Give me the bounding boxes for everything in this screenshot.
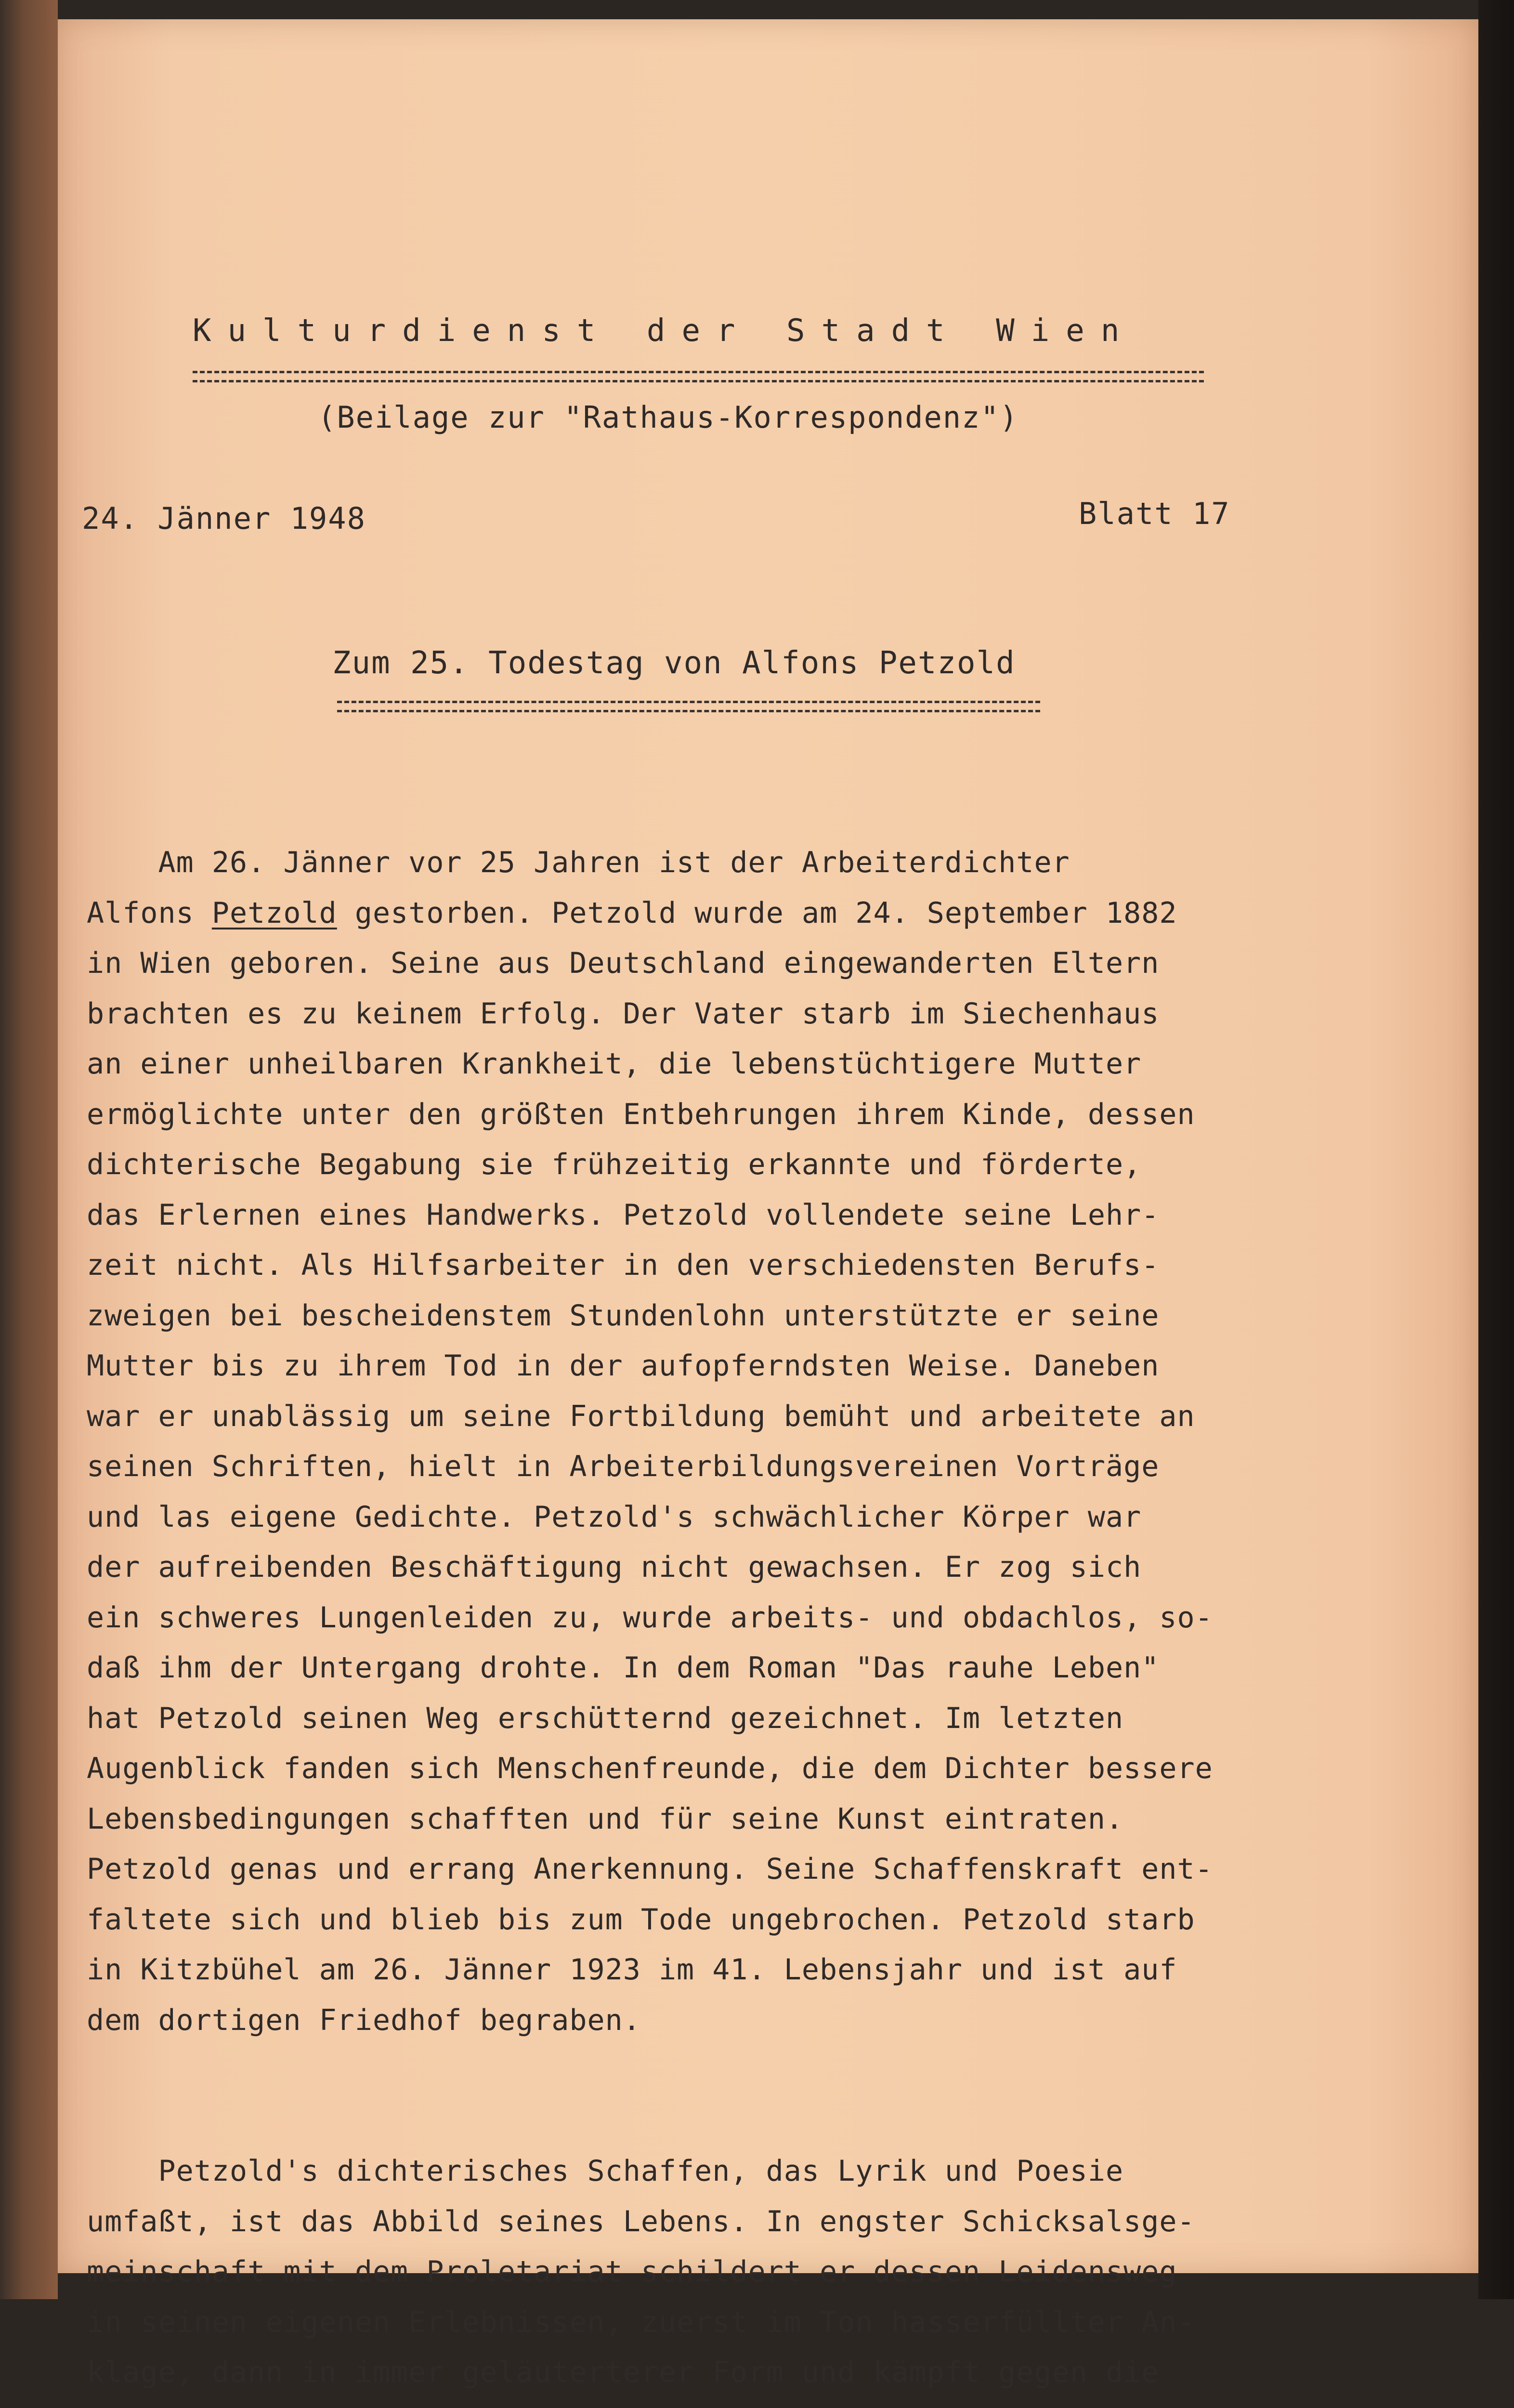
document-date: 24. Jänner 1948 [82,501,366,536]
text-line: und las eigene Gedichte. Petzold's schwächlicher Körper war [87,1500,1142,1534]
text-line: war er unablässig um seine Fortbildung bemüht und arbeitete an [87,1399,1195,1433]
text-line: in seinen eigenen Erlebnissen, zuerst im Ton hasserfüllter An- [87,2305,1195,2339]
paragraph-2 [87,2146,1425,2398]
text-line: dem dortigen Friedhof begraben. [87,2003,641,2037]
text-line: Alfons Petzold gestorben. Petzold wurde am 24. September 1882 [87,896,1177,930]
text-line: daß ihm der Untergang drohte. In dem Roman "Das rauhe Leben" [87,1651,1160,1685]
binding-edge [0,0,58,2299]
text-line: hat Petzold seinen Weg erschütternd gezeichnet. Im letzten [87,1701,1124,1735]
text-line: das Erlernen eines Handwerks. Petzold vollendete seine Lehr- [87,1198,1160,1232]
text-line: Petzold's dichterisches Schaffen, das Lyrik und Poesie [87,2154,1124,2188]
text-line: Augenblick fanden sich Menschenfreunde, die dem Dichter bessere [87,1752,1213,1785]
paragraph-1 [87,838,1425,2045]
text-line: in Wien geboren. Seine aus Deutschland eingewanderten Eltern [87,946,1160,980]
title-double-rule [193,371,1204,382]
text-line: seinen Schriften, hielt in Arbeiterbildungsvereinen Vorträge [87,1450,1160,1483]
text-line: an einer unheilbaren Krankheit, die lebenstüchtigere Mutter [87,1047,1142,1081]
text-line: Mutter bis zu ihrem Tod in der aufopferndsten Weise. Daneben [87,1349,1160,1383]
text-line: klage, dann in immer geläuterterer Form und kämpft gegen die [87,2356,1160,2389]
text-line: Lebensbedingungen schafften und für seine Kunst eintraten. [87,1802,1124,1836]
text-line: faltete sich und blieb bis zum Tode ungebrochen. Petzold starb [87,1902,1195,1937]
document-title: Kulturdienst der Stadt Wien [193,313,1136,349]
scan-border [1478,0,1514,2299]
article-body [87,737,1425,2408]
text-line: umfaßt, ist das Abbild seines Lebens. In engster Schicksalsge- [87,2204,1195,2238]
text-line: dichterische Begabung sie frühzeitig erkannte und förderte, [87,1148,1142,1181]
article-heading: Zum 25. Todestag von Alfons Petzold [332,645,1016,681]
heading-double-rule [337,701,1040,712]
text-line: brachten es zu keinem Erfolg. Der Vater starb im Siechenhaus [87,996,1160,1031]
text-line: Petzold genas und errang Anerkennung. Seine Schaffenskraft ent- [87,1852,1213,1886]
document-subtitle: (Beilage zur "Rathaus-Korrespondenz") [318,400,1019,435]
text-line: zeit nicht. Als Hilfsarbeiter in den verschiedensten Berufs- [87,1248,1160,1282]
text-line: der aufreibenden Beschäftigung nicht gewachsen. Er zog sich [87,1550,1142,1584]
text-line: ein schweres Lungenleiden zu, wurde arbeits- und obdachlos, so- [87,1600,1213,1635]
text-line: Am 26. Jänner vor 25 Jahren ist der Arbeiterdichter [87,846,1070,879]
text-line: meinschaft mit dem Proletariat schildert er dessen Leidensweg [87,2255,1177,2289]
text-line: ermöglichte unter den größten Entbehrungen ihrem Kinde, dessen [87,1097,1195,1131]
underlined-name: Petzold [211,896,337,930]
text-line: in Kitzbühel am 26. Jänner 1923 im 41. Lebensjahr und ist auf [87,1953,1177,1987]
sheet-number: Blatt 17 [1079,496,1230,531]
text-line: zweigen bei bescheidenstem Stundenlohn unterstützte er seine [87,1298,1160,1333]
